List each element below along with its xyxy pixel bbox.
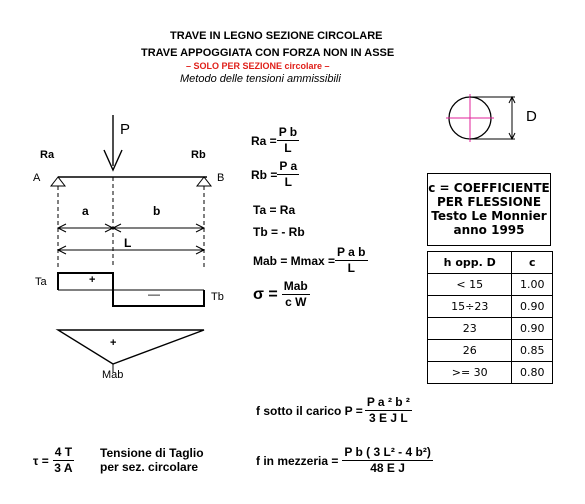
tau-description (100, 446, 204, 474)
cell-h: < 15 (428, 274, 512, 296)
cell-c: 1.00 (512, 274, 553, 296)
ra-label: Ra (40, 149, 55, 161)
formula-sigma: σ = $\frac{\text{Mab}}{\text{c W}}$ (253, 279, 308, 309)
table-row (428, 318, 553, 340)
cell-c: 0.85 (512, 340, 553, 362)
cell-h: 23 (428, 318, 512, 340)
table-row (428, 340, 553, 362)
cell-c: 0.90 (512, 296, 553, 318)
col-header-c: c (512, 252, 553, 274)
support-a (51, 177, 65, 186)
formula-ta: Ta = Ra (253, 203, 296, 217)
formula-ra: Ra = $\frac{\text{P b}}{L}$ (251, 125, 298, 155)
formula-tau: τ = $\frac{4 T}{3 A}$ (33, 445, 73, 475)
cell-h: 26 (428, 340, 512, 362)
section-note: – SOLO PER SEZIONE circolare – (186, 61, 330, 71)
coef-line-1: c = COEFFICIENTE (428, 181, 550, 195)
moment-plus-sign: + (110, 337, 117, 349)
formula-rb: Rb = $\frac{\text{P a}}{L}$ (251, 159, 298, 189)
shear-right-label: Tb (211, 291, 224, 303)
cell-h: >= 30 (428, 362, 512, 384)
coefficient-table (427, 251, 553, 384)
formula-f-mid: f in mezzeria = $\frac{\text{P b ( 3 L² - 4 b²)}}{\text{48 E J}}$ (256, 445, 431, 475)
coef-line-4: anno 1995 (453, 223, 525, 237)
coef-line-2: PER FLESSIONE (436, 195, 542, 209)
coef-line-3: Testo Le Monnier (431, 209, 547, 223)
title-line-1: TRAVE IN LEGNO SEZIONE CIRCOLARE (170, 30, 383, 42)
point-a-label: A (33, 172, 41, 184)
moment-label: Mab (102, 369, 124, 381)
formula-tb: Tb = - Rb (253, 225, 305, 239)
cell-c: 0.80 (512, 362, 553, 384)
shear-plus-sign: + (89, 274, 96, 286)
cell-h: 15÷23 (428, 296, 512, 318)
seg-b-label: b (153, 204, 161, 218)
diameter-label: D (526, 108, 537, 125)
formula-mab: Mab = Mmax = $\frac{\text{P a b}}{L}$ (253, 245, 366, 275)
col-header-h: h opp. D (428, 252, 512, 274)
tau-desc-line-1: Tensione di Taglio (100, 446, 204, 460)
table-header-row (428, 252, 553, 274)
point-b-label: B (217, 172, 225, 184)
table-row (428, 296, 553, 318)
shear-minus-sign: — (148, 287, 160, 301)
cell-c: 0.90 (512, 318, 553, 340)
seg-a-label: a (82, 204, 89, 218)
title-line-2: TRAVE APPOGGIATA CON FORZA NON IN ASSE (141, 47, 395, 59)
shear-left-label: Ta (35, 276, 47, 288)
force-label: P (120, 121, 131, 138)
span-label: L (124, 236, 132, 250)
rb-label: Rb (191, 149, 206, 161)
moment-diagram (58, 330, 204, 364)
formula-f-load: f sotto il carico P = $\frac{\text{P a ² b ²}}{\text{3 E J L}}$ (256, 395, 410, 425)
tau-desc-line-2: per sez. circolare (100, 460, 199, 474)
support-b (197, 177, 211, 186)
table-row (428, 362, 553, 384)
method-label: Metodo delle tensioni ammissibili (180, 73, 341, 85)
table-row (428, 274, 553, 296)
coefficient-header-box (427, 173, 551, 246)
